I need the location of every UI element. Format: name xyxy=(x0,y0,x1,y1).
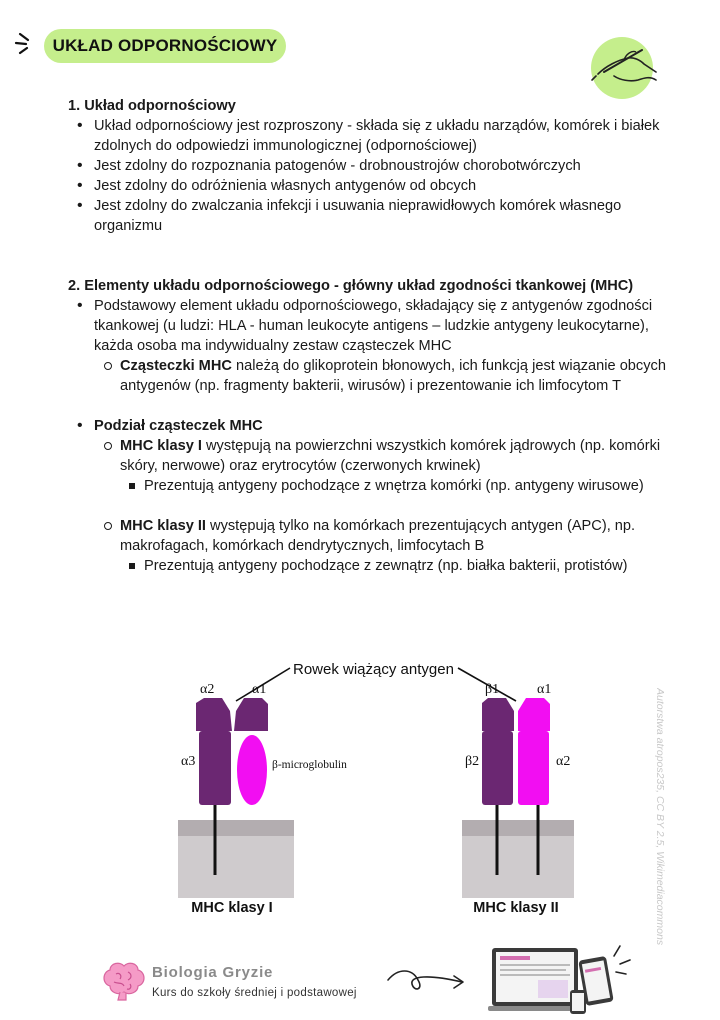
alpha1-label: α1 xyxy=(252,682,267,697)
section2-list xyxy=(68,296,668,396)
alpha1-domain xyxy=(234,698,268,731)
page-title: UKŁAD ODPORNOŚCIOWY xyxy=(52,36,278,55)
mhc-class1-molecule xyxy=(178,682,347,916)
list-item: • Jest zdolny do odróżnienia własnych antygenów od obcych xyxy=(68,176,668,196)
brand-name: Biologia Gryzie xyxy=(152,964,274,981)
writing-hand-icon xyxy=(584,36,664,102)
section2-title: 2. Elementy układu odpornościowego - główny układ zgodności tkankowej (MHC) xyxy=(68,278,634,294)
membrane-top xyxy=(178,820,294,836)
beta2-domain xyxy=(482,731,513,805)
beta-microglobulin-domain xyxy=(237,735,267,805)
alpha2-label: α2 xyxy=(556,754,571,769)
mhc-division-list xyxy=(68,416,668,496)
mhc-class1-caption: MHC klasy I xyxy=(191,900,273,916)
list-item xyxy=(68,436,668,476)
document-body xyxy=(68,96,668,576)
alpha3-label: α3 xyxy=(181,754,196,769)
membrane-body xyxy=(178,836,294,898)
alpha1-label: α1 xyxy=(537,682,552,697)
list-item: • Jest zdolny do rozpoznania patogenów - drobnoustrojów chorobotwórczych xyxy=(68,156,668,176)
term-text: występują tylko na komórkach prezentujących antygen (APC), np. makrofagach, komórkach dendrytycznych, limfocytach B xyxy=(120,518,636,554)
section1-list xyxy=(68,116,668,236)
alpha2-domain xyxy=(196,698,232,731)
alpha2-label: α2 xyxy=(200,682,215,697)
beta2-label: β2 xyxy=(465,754,480,769)
list-item: • Jest zdolny do zwalczania infekcji i usuwania nieprawidłowych komórek własnego organizmu xyxy=(68,196,668,236)
term-text: występują na powierzchni wszystkich komórek jądrowych (np. komórki skóry, nerwowe) oraz erytrocytów (czerwonych krwinek) xyxy=(120,438,661,474)
term-bold: Cząsteczki MHC xyxy=(120,358,232,374)
beta-microglobulin-label: β-microglobulin xyxy=(272,759,347,771)
term-bold: Podział cząsteczek MHC xyxy=(94,418,263,434)
list-item xyxy=(68,516,668,556)
image-credit: Autorstwa atropos235, CC BY 2.5, Wikimediacommons xyxy=(654,688,666,946)
spark-decoration-icon xyxy=(14,28,40,56)
membrane-top xyxy=(462,820,574,836)
brand-tagline: Kurs do szkoły średniej i podstawowej xyxy=(152,987,357,999)
alpha1-domain xyxy=(518,698,550,731)
groove-label: Rowek wiążący antygen xyxy=(293,661,454,678)
arrow-icon xyxy=(384,966,470,994)
term-bold: MHC klasy II xyxy=(120,518,206,534)
alpha2-domain xyxy=(518,731,549,805)
list-item xyxy=(68,416,668,436)
list-item: Prezentują antygeny pochodzące z zewnątrz (np. białka bakterii, protistów) xyxy=(68,556,668,576)
list-item xyxy=(68,356,668,396)
devices-icon xyxy=(488,942,638,1016)
header-badge xyxy=(44,29,286,63)
list-item: • Układ odpornościowy jest rozproszony - składa się z układu narządów, komórek i białek zdolnych do odpowiedzi immunologicznej (odpornościowej) xyxy=(68,116,668,156)
term-text: należą do glikoprotein błonowych, ich funkcją jest wiązanie obcych antygenów (np. fragmenty bakterii, wirusów) i prezentowanie ich limfocytom T xyxy=(120,358,666,394)
membrane-body xyxy=(462,836,574,898)
list-item: Prezentują antygeny pochodzące z wnętrza komórki (np. antygeny wirusowe) xyxy=(68,476,668,496)
brain-icon xyxy=(100,960,146,1002)
beta1-domain xyxy=(482,698,514,731)
term-bold: MHC klasy I xyxy=(120,438,202,454)
mhc-class2-list xyxy=(68,516,668,576)
mhc-class2-caption: MHC klasy II xyxy=(473,900,559,916)
list-item: • Podstawowy element układu odpornościowego, składający się z antygenów zgodności tkankowej (u ludzi: HLA - human leukocyte antigens – ludzkie antygeny leukocytarne), każda osoba ma indywidualny zestaw cząsteczek MHC xyxy=(68,296,668,356)
mhc-diagram xyxy=(0,655,720,920)
alpha3-domain xyxy=(199,731,231,805)
mhc-class2-molecule xyxy=(462,682,574,916)
section1-title: 1. Układ odpornościowy xyxy=(68,98,236,114)
beta1-label: β1 xyxy=(485,682,500,697)
